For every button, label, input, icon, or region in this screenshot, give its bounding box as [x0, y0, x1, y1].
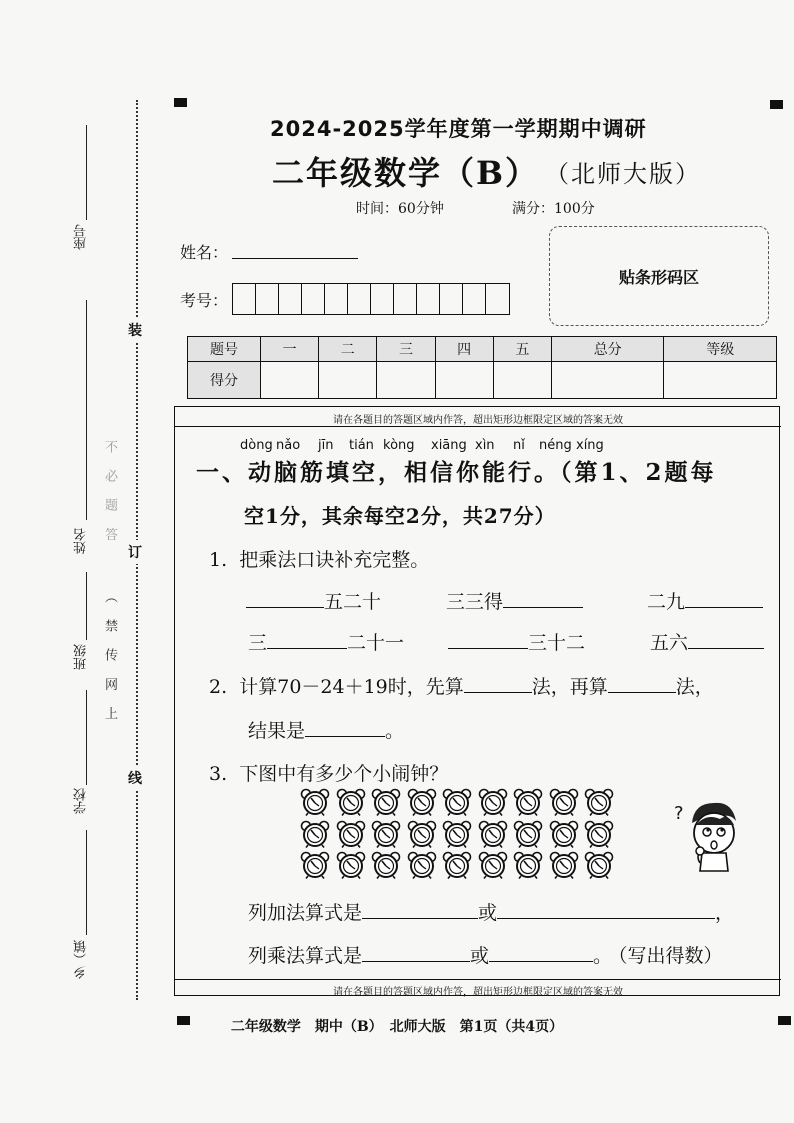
answer-blank[interactable]	[503, 589, 583, 608]
score-header-cell: 一	[261, 337, 319, 362]
score-cell[interactable]	[664, 362, 777, 399]
answer-blank[interactable]	[464, 674, 532, 693]
pinyin: tián	[349, 438, 374, 453]
q1-row1	[647, 587, 763, 614]
score-table	[187, 336, 777, 399]
q1-row2	[248, 628, 404, 655]
alarm-clock-icon	[478, 820, 508, 848]
answer-blank[interactable]	[362, 943, 470, 962]
alarm-clock-icon	[513, 788, 543, 816]
question-text: 或	[478, 902, 498, 924]
barcode-area	[549, 226, 769, 326]
id-digit-box[interactable]	[325, 284, 348, 314]
answer-blank[interactable]	[362, 900, 478, 919]
q1-row2	[448, 628, 585, 655]
q1-row1	[246, 587, 381, 614]
subject-title: 二年级数学（B）	[272, 154, 540, 192]
alarm-clock-icon	[584, 788, 614, 816]
answer-blank[interactable]	[267, 630, 347, 649]
answer-blank[interactable]	[497, 900, 715, 919]
question-text: 列乘法算式是	[248, 945, 363, 967]
divider	[175, 979, 781, 980]
alarm-clock-icon	[584, 820, 614, 848]
pinyin: kòng	[383, 438, 415, 453]
exam-id-boxes[interactable]	[232, 283, 510, 315]
answer-blank[interactable]	[246, 589, 324, 608]
town-label: 乡（镇	[74, 940, 89, 979]
q1-row2	[650, 628, 764, 655]
question-text: 列加法算式是	[248, 902, 363, 924]
registration-mark	[770, 100, 783, 109]
score-header-cell: 三	[377, 337, 435, 362]
name-field[interactable]	[232, 258, 358, 259]
id-digit-box[interactable]	[371, 284, 394, 314]
name-field-label: 姓名：	[180, 243, 229, 262]
pinyin: xiāng	[431, 438, 467, 453]
alarm-clock-icon	[336, 820, 366, 848]
multiplication-expression-line	[248, 941, 723, 968]
alarm-clock-icon	[300, 820, 330, 848]
warning-text: 不 必 题 答	[102, 440, 117, 547]
alarm-clock-icon	[442, 820, 472, 848]
id-digit-box[interactable]	[279, 284, 302, 314]
score-header-cell: 二	[319, 337, 377, 362]
question-text: 计算70－24＋19时，先算	[239, 676, 464, 698]
multiplication-rhyme: 五六	[650, 632, 689, 654]
alarm-clock-icon	[371, 788, 401, 816]
alarm-clock-icon	[336, 851, 366, 879]
alarm-clock-icon	[478, 788, 508, 816]
time-info: 时间：60分钟	[356, 201, 444, 217]
score-cell[interactable]	[493, 362, 551, 399]
question-text: 下图中有多少个小闹钟？	[239, 763, 449, 785]
multiplication-rhyme: 三三得	[446, 591, 504, 613]
question-number: 3.	[209, 763, 228, 785]
name-line	[86, 300, 87, 520]
class-line	[86, 572, 87, 640]
multiplication-rhyme: 三	[248, 632, 268, 654]
alarm-clock-icon	[407, 788, 437, 816]
id-digit-box[interactable]	[256, 284, 279, 314]
question-3	[209, 759, 448, 786]
question-number: 1.	[209, 549, 228, 571]
question-text: 。	[593, 945, 613, 967]
id-field-label: 考号：	[180, 291, 229, 310]
multiplication-rhyme: 二九	[647, 591, 686, 613]
id-digit-box[interactable]	[463, 284, 486, 314]
pinyin: nǎo	[276, 438, 301, 453]
alarm-clock-icon	[549, 820, 579, 848]
question-text: 法，	[675, 676, 714, 698]
pinyin: jīn	[318, 438, 334, 453]
alarm-clock-icon	[300, 788, 330, 816]
id-digit-box[interactable]	[233, 284, 256, 314]
score-header-cell: 总分	[551, 337, 664, 362]
answer-blank[interactable]	[685, 589, 763, 608]
warning-text: （ 禁 传 网 上	[102, 590, 117, 726]
id-digit-box[interactable]	[302, 284, 325, 314]
exam-title: 2024-2025学年度第一学期期中调研	[270, 117, 647, 141]
pinyin: xíng	[576, 438, 604, 453]
answer-blank[interactable]	[608, 674, 676, 693]
q1-row1	[446, 587, 583, 614]
question-2	[209, 672, 714, 699]
question-1	[209, 545, 429, 572]
alarm-clock-icon	[549, 788, 579, 816]
multiplication-rhyme: 二十一	[347, 632, 405, 654]
alarm-clock-icon	[584, 851, 614, 879]
pinyin: dòng	[240, 438, 273, 453]
name-label: 姓名	[74, 528, 89, 554]
score-cell[interactable]	[435, 362, 493, 399]
section-title-cont: 空1分，其余每空2分，共27分）	[244, 504, 556, 528]
question-text: 或	[470, 945, 490, 967]
answer-blank[interactable]	[448, 630, 528, 649]
score-cell[interactable]	[551, 362, 664, 399]
answer-area-note-top: 请在各题目的答题区域内作答，超出矩形边框限定区域的答案无效	[333, 415, 623, 426]
addition-expression-line	[248, 898, 734, 925]
answer-blank[interactable]	[489, 943, 593, 962]
edition-label: （北师大版）	[545, 160, 701, 188]
alarm-clock-icon	[407, 851, 437, 879]
id-digit-box[interactable]	[417, 284, 440, 314]
alarm-clock-icon	[442, 788, 472, 816]
answer-area-note-bottom: 请在各题目的答题区域内作答，超出矩形边框限定区域的答案无效	[333, 987, 623, 998]
seal-word: 装	[128, 318, 142, 342]
question-text: 。	[385, 720, 405, 742]
alarm-clock-icon	[371, 851, 401, 879]
score-table-row	[188, 362, 777, 399]
seal-word: 订	[128, 540, 142, 564]
answer-blank[interactable]	[305, 718, 385, 737]
full-score-info: 满分：100分	[512, 201, 595, 217]
id-digit-box[interactable]	[394, 284, 417, 314]
divider	[175, 426, 781, 427]
barcode-label: 贴条形码区	[618, 267, 699, 287]
boy-thinking-icon	[670, 795, 750, 877]
score-cell[interactable]	[319, 362, 377, 399]
alarm-clock-icon	[336, 788, 366, 816]
question-text: ，	[715, 902, 735, 924]
score-row-label: 得分	[188, 362, 261, 399]
id-digit-box[interactable]	[440, 284, 463, 314]
alarm-clock-icon	[513, 851, 543, 879]
alarm-clock-icon	[300, 851, 330, 879]
score-header-cell: 四	[435, 337, 493, 362]
question-number: 2.	[209, 676, 228, 698]
class-label: 班级	[74, 644, 89, 670]
score-header-cell: 题号	[188, 337, 261, 362]
score-header-cell: 等级	[664, 337, 777, 362]
section-title: 一、动脑筋填空，相信你能行。（第1、2题每	[196, 459, 717, 486]
alarm-clock-icon	[478, 851, 508, 879]
alarm-clock-icon	[371, 820, 401, 848]
alarm-clock-icon	[549, 851, 579, 879]
question-text: 结果是	[248, 720, 306, 742]
question-2-cont	[248, 716, 404, 743]
registration-mark	[174, 98, 187, 107]
pinyin: néng	[539, 438, 572, 453]
multiplication-rhyme: 五二十	[324, 591, 382, 613]
alarm-clock-icon	[442, 851, 472, 879]
score-header-cell: 五	[493, 337, 551, 362]
score-table-header	[188, 337, 777, 362]
alarm-clock-icon	[513, 820, 543, 848]
town-line	[86, 830, 87, 935]
question-text: 把乘法口诀补充完整。	[239, 549, 430, 571]
answer-blank[interactable]	[688, 630, 764, 649]
school-line	[86, 690, 87, 785]
svg-text:?: ?	[674, 803, 684, 824]
multiplication-rhyme: 三十二	[528, 632, 586, 654]
score-cell[interactable]	[377, 362, 435, 399]
pinyin: xìn	[475, 438, 495, 453]
question-note: （写出得数）	[618, 945, 723, 967]
seat-label: 座号	[74, 224, 89, 250]
question-text: 法，再算	[531, 676, 608, 698]
alarm-clock-grid	[300, 788, 620, 883]
seal-word: 线	[128, 766, 142, 790]
pinyin: nǐ	[513, 438, 525, 453]
score-cell[interactable]	[261, 362, 319, 399]
alarm-clock-icon	[407, 820, 437, 848]
page-footer: 二年级数学 期中（B） 北师大版 第1页（共4页）	[230, 1019, 564, 1035]
school-label: 学校	[74, 788, 89, 814]
id-digit-box[interactable]	[348, 284, 371, 314]
seat-line	[86, 125, 87, 220]
id-digit-box[interactable]	[486, 284, 509, 314]
